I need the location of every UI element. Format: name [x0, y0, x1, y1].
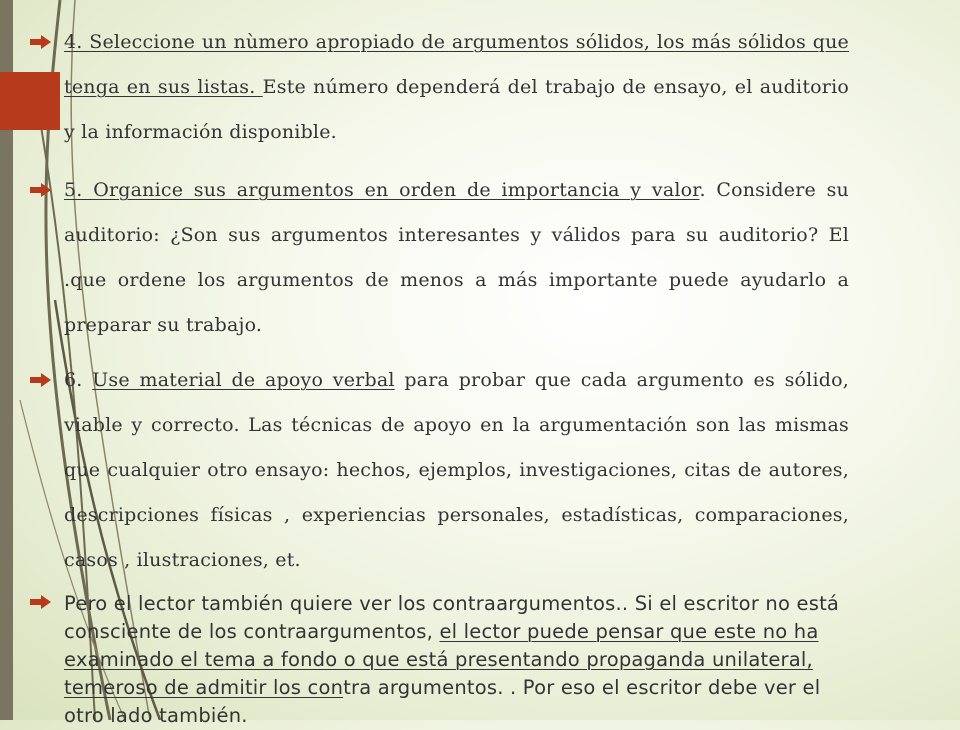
bullet-paragraph-5: 5. Organice sus argumentos en orden de importancia y valor. Considere su auditorio: ¿Son sus argumentos interesantes y válidos para su auditorio? El .que ordene los argumentos de menos a más importante puede ayudarlo a preparar su trabajo.: [64, 179, 849, 336]
bullet-paragraph-6: 6. Use material de apoyo verbal para probar que cada argumento es sólido, viable y correcto. Las técnicas de apoyo en la argumentación son las mismas que cualquier otro ensayo: hechos, ejemplos, investigaciones, citas de autores, descripciones físicas , experiencias personales, estadísticas, comparaciones, casos , ilustraciones, et.: [64, 369, 849, 571]
arrow-bullet-icon: [30, 34, 52, 50]
arrow-bullet-icon: [30, 372, 52, 388]
bullet-paragraph-4: 4. Seleccione un nùmero apropiado de argumentos sólidos, los más sólidos que tenga en sus listas. Este número dependerá del trabajo de ensayo, el auditorio y la información disponible.: [64, 31, 849, 143]
arrow-bullet-icon: [30, 594, 52, 610]
arrow-bullet-icon: [30, 182, 52, 198]
bullet-paragraph-counterarguments: Pero el lector también quiere ver los contraargumentos.. Si el escritor no está consciente de los contraargumentos, el lector puede pensar que este no ha examinado el tema a fondo o que está presentando propaganda unilateral, temeroso de admitir los contra argumentos. . Por eso el escritor debe ver el otro lado también.: [64, 592, 840, 727]
red-accent-tab: [0, 72, 60, 130]
